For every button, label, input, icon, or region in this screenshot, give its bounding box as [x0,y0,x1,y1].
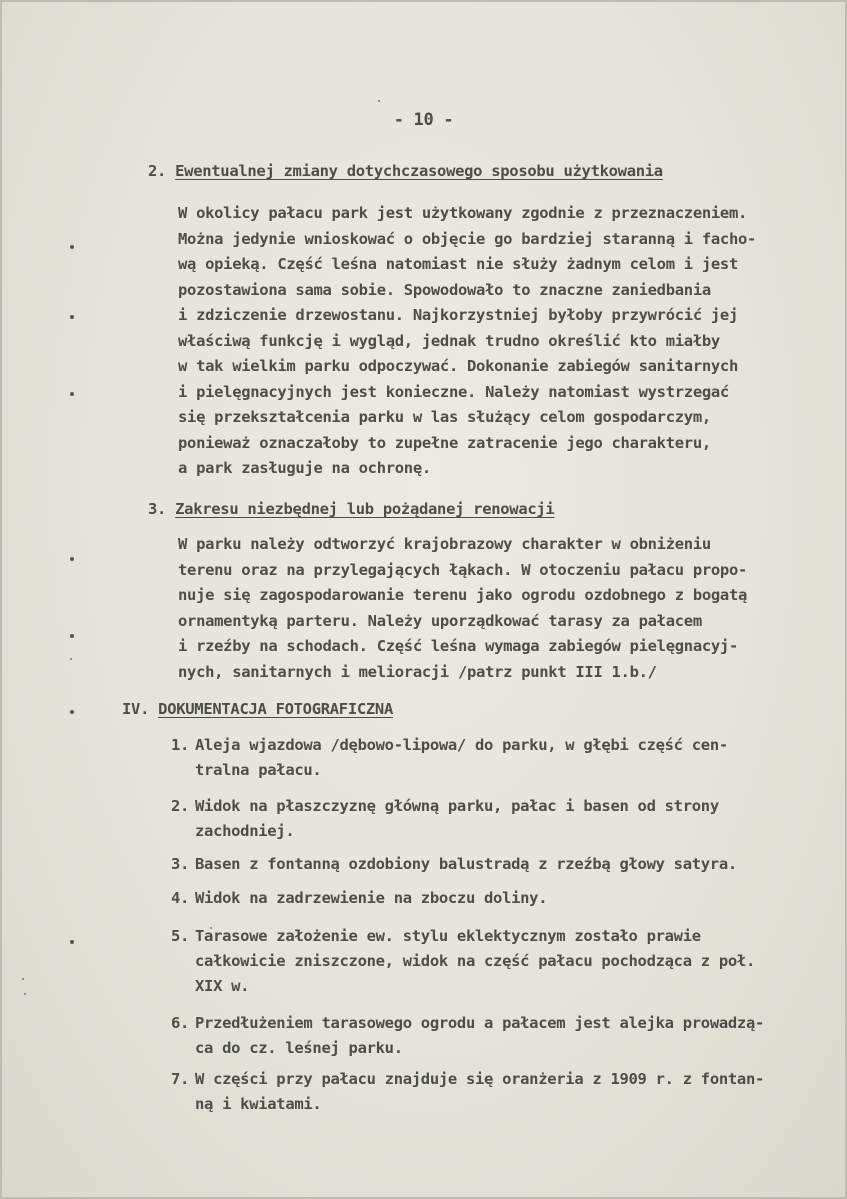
text-line: ponieważ oznaczałoby to zupełne zatracenie jego charakteru, [178,433,711,452]
text-line: ca do cz. leśnej parku. [195,1039,403,1057]
text-line: Widok na płaszczyznę główną parku, pałac i basen od strony [195,797,719,815]
binder-hole [70,557,74,561]
text-line: Można jedynie wnioskować o objęcie go bardziej staranną i facho- [178,229,757,248]
photo-list-item [171,1011,765,1061]
binder-hole [70,940,74,944]
text-line: Widok na zadrzewienie na zboczu doliny. [195,889,548,907]
section-title: Zakresu niezbędnej lub pożądanej renowacji [175,500,555,518]
text-line: nuje się zagospodarowanie terenu jako ogrodu ozdobnego z bogatą [178,586,748,604]
text-line: tralna pałacu. [195,761,322,779]
text-line: wą opieką. Część leśna natomiast nie służy żadnym celom i jest [178,255,738,273]
binder-hole [70,315,74,319]
binder-hole [70,634,74,638]
section-number: 3. [148,500,167,518]
paper-speck [22,978,24,980]
text-line: i rzeźby na schodach. Część leśna wymaga zabiegów pielęgnacyj- [178,637,738,655]
item-number: 1. [171,736,190,754]
section-heading [148,500,554,518]
text-line: Aleja wjazdowa /dębowo-lipowa/ do parku, w głębi część cen- [195,736,728,754]
text-line: XIX w. [195,977,250,995]
text-line: a park zasługuje na ochronę. [178,459,431,477]
binder-hole [70,710,74,714]
section-paragraph [178,201,756,482]
section-title: Ewentualnej zmiany dotychczasowego sposobu użytkowania [175,162,663,180]
photo-list-item [171,794,719,844]
text-line: w tak wielkim parku odpoczywać. Dokonanie zabiegów sanitarnych [178,357,738,375]
text-line: i pielęgnacyjnych jest konieczne. Należy natomiast wystrzegać [178,382,729,401]
photo-list-item [171,1067,765,1117]
text-line: zachodniej. [195,822,295,840]
item-number: 4. [171,889,190,907]
photo-list-item [171,733,728,783]
binder-hole [70,245,74,249]
section-heading [148,162,663,180]
binder-hole [70,392,74,396]
item-number: 6. [171,1014,190,1032]
section-number: 2. [148,162,167,180]
text-line: W części przy pałacu znajduje się oranżeria z 1909 r. z fontan- [195,1070,765,1088]
item-number: 7. [171,1070,190,1088]
text-line: Przedłużeniem tarasowego ogrodu a pałacem jest alejka prowadzą- [195,1014,765,1032]
photo-list-item [171,924,755,999]
item-number: 2. [171,797,190,815]
text-line: Tarasowe założenie ew. stylu eklektycznym zostało prawie [195,927,701,945]
photo-list-item [171,886,548,911]
text-line: pozostawiona sama sobie. Spowodowało to znaczne zaniedbania [178,280,711,299]
item-number: 3. [171,855,190,873]
text-line: się przekształcenia parku w las służący celom gospodarczym, [178,408,711,426]
item-number: 5. [171,927,190,945]
section-heading [122,700,393,718]
text-line: W parku należy odtworzyć krajobrazowy charakter w obniżeniu [178,535,711,553]
text-line: całkowicie zniszczone, widok na część pałacu pochodząca z poł. [195,952,755,970]
section-title: DOKUMENTACJA FOTOGRAFICZNA [158,700,393,718]
photo-list-item [171,852,737,877]
page-number: - 10 - [393,110,454,130]
text-line: Basen z fontanną ozdobiony balustradą z rzeźbą głowy satyra. [195,855,737,873]
text-line: nych, sanitarnych i melioracji /patrz punkt III 1.b./ [178,662,657,681]
section-number: IV. [122,700,150,718]
text-line: właściwą funkcję i wygląd, jednak trudno określić kto miałby [178,331,720,350]
section-paragraph [178,532,747,685]
paper-speck [378,100,380,102]
text-line: ornamentyką parteru. Należy uporządkować tarasy za pałacem [178,611,702,630]
text-line: ną i kwiatami. [195,1095,322,1113]
text-line: W okolicy pałacu park jest użytkowany zgodnie z przeznaczeniem. [178,204,748,222]
paper-speck [24,993,26,995]
paper-speck [70,658,72,660]
text-line: i zdziczenie drzewostanu. Najkorzystniej byłoby przywrócić jej [178,306,738,324]
text-line: terenu oraz na przylegających łąkach. W otoczeniu pałacu propo- [178,560,748,579]
